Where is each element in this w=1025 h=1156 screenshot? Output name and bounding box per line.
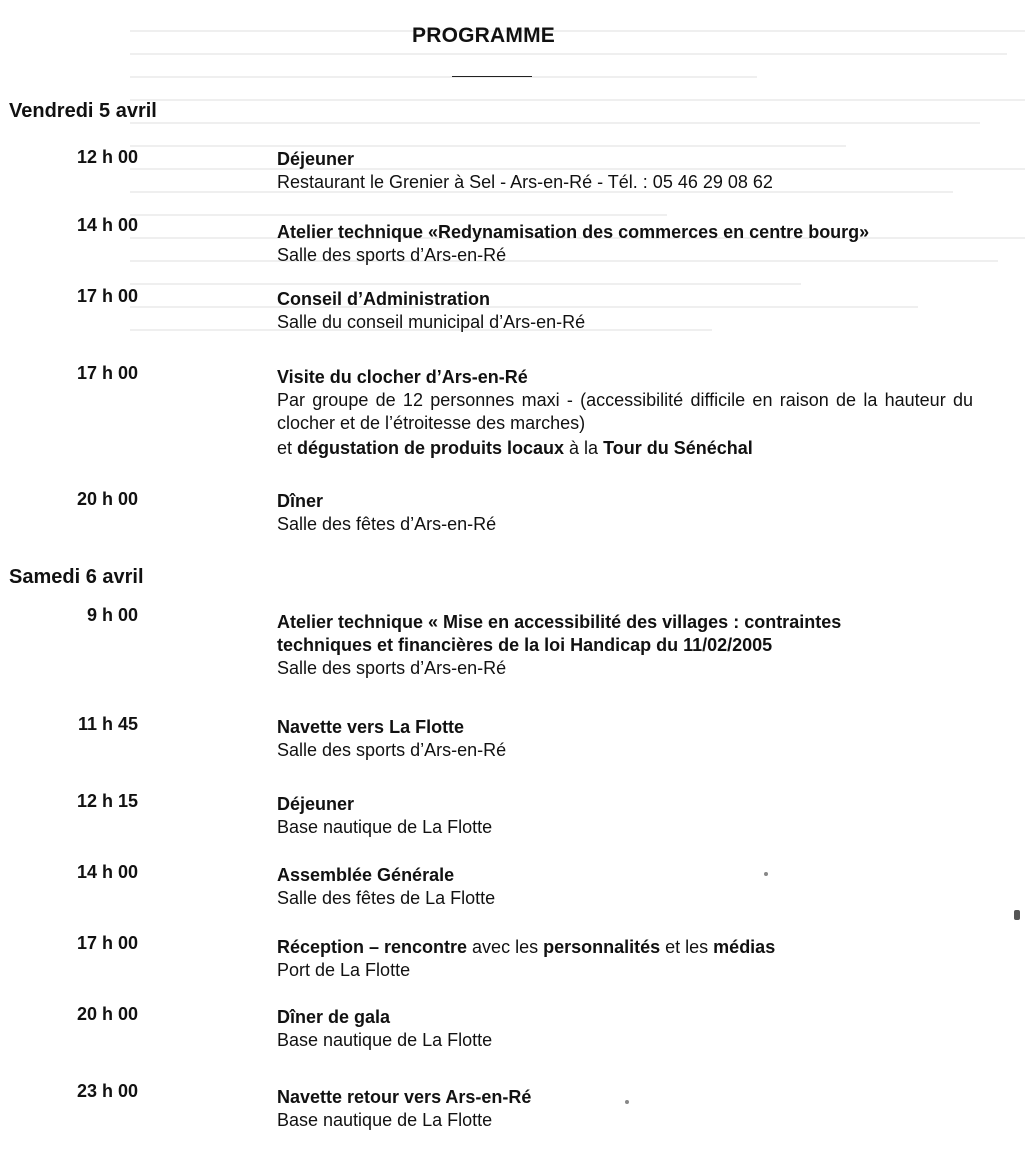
event-extra — [277, 437, 977, 460]
event-title: Assemblée Générale — [277, 865, 455, 885]
event-entry — [277, 366, 977, 460]
extra-text: et — [277, 438, 298, 458]
event-title: Conseil d’Administration — [277, 289, 491, 309]
event-entry — [277, 611, 977, 680]
event-detail: Salle des sports d’Ars-en-Ré — [277, 658, 507, 678]
event-entry — [277, 221, 977, 267]
rich-text: avec les — [467, 937, 544, 957]
rich-bold-text: personnalités — [543, 937, 661, 957]
event-detail: Salle du conseil municipal d’Ars-en-Ré — [277, 312, 586, 332]
extra-bold-text: Tour du Sénéchal — [603, 438, 753, 458]
event-detail: Base nautique de La Flotte — [277, 1110, 493, 1130]
event-detail: Restaurant le Grenier à Sel - Ars-en-Ré - Tél. : 05 46 29 08 62 — [277, 172, 773, 192]
event-title: Navette vers La Flotte — [277, 717, 465, 737]
rich-bold-text: Réception – rencontre — [277, 937, 468, 957]
event-time: 17 h 00 — [76, 286, 138, 306]
extra-text: à la — [564, 438, 604, 458]
event-entry — [277, 288, 977, 334]
event-time: 23 h 00 — [76, 1081, 138, 1101]
event-entry — [277, 148, 977, 194]
event-entry — [277, 1006, 977, 1052]
event-title: Dîner de gala — [277, 1007, 391, 1027]
event-time: 20 h 00 — [76, 1004, 138, 1024]
event-detail: Port de La Flotte — [277, 960, 411, 980]
event-entry — [277, 864, 977, 910]
event-detail: Par groupe de 12 personnes maxi - (accessibilité difficile en raison de la hauteur du clocher et de l’étroitesse des marches) — [277, 390, 973, 433]
event-time: 14 h 00 — [76, 862, 138, 882]
extra-bold-text: dégustation de produits locaux — [297, 438, 565, 458]
event-detail: Salle des fêtes d’Ars-en-Ré — [277, 514, 497, 534]
event-title: Atelier technique « Mise en accessibilité des villages : contraintes — [277, 612, 842, 632]
event-detail: Base nautique de La Flotte — [277, 1030, 493, 1050]
scan-speck — [1014, 910, 1020, 920]
event-detail: Salle des fêtes de La Flotte — [277, 888, 496, 908]
event-title-rich — [277, 936, 977, 959]
event-entry — [277, 716, 977, 762]
title-underline — [452, 76, 532, 77]
event-detail: Salle des sports d’Ars-en-Ré — [277, 740, 507, 760]
event-entry — [277, 490, 977, 536]
event-title: Déjeuner — [277, 149, 355, 169]
event-time: 20 h 00 — [76, 489, 138, 509]
rich-bold-text: médias — [713, 937, 776, 957]
event-title: Atelier technique «Redynamisation des commerces en centre bourg» — [277, 222, 870, 242]
event-time: 17 h 00 — [76, 363, 138, 383]
day-heading-friday: Vendredi 5 avril — [9, 100, 157, 122]
event-time: 9 h 00 — [86, 605, 138, 625]
event-detail: Salle des sports d’Ars-en-Ré — [277, 245, 507, 265]
event-time: 12 h 15 — [76, 791, 138, 811]
event-title-continued: techniques et financières de la loi Handicap du 11/02/2005 — [277, 635, 773, 655]
event-title: Déjeuner — [277, 794, 355, 814]
event-title: Visite du clocher d’Ars-en-Ré — [277, 367, 528, 387]
event-entry — [277, 936, 977, 982]
event-time: 14 h 00 — [76, 215, 138, 235]
scan-speck — [625, 1100, 629, 1104]
event-time: 17 h 00 — [76, 933, 138, 953]
event-time: 11 h 45 — [77, 714, 138, 734]
event-entry — [277, 1086, 977, 1132]
event-time: 12 h 00 — [76, 147, 138, 167]
event-detail: Base nautique de La Flotte — [277, 817, 493, 837]
scan-speck — [764, 872, 768, 876]
day-heading-saturday: Samedi 6 avril — [9, 566, 144, 588]
event-title: Navette retour vers Ars-en-Ré — [277, 1087, 532, 1107]
page-title: PROGRAMME — [412, 24, 555, 47]
event-entry — [277, 793, 977, 839]
rich-text: et les — [660, 937, 714, 957]
event-title: Dîner — [277, 491, 324, 511]
